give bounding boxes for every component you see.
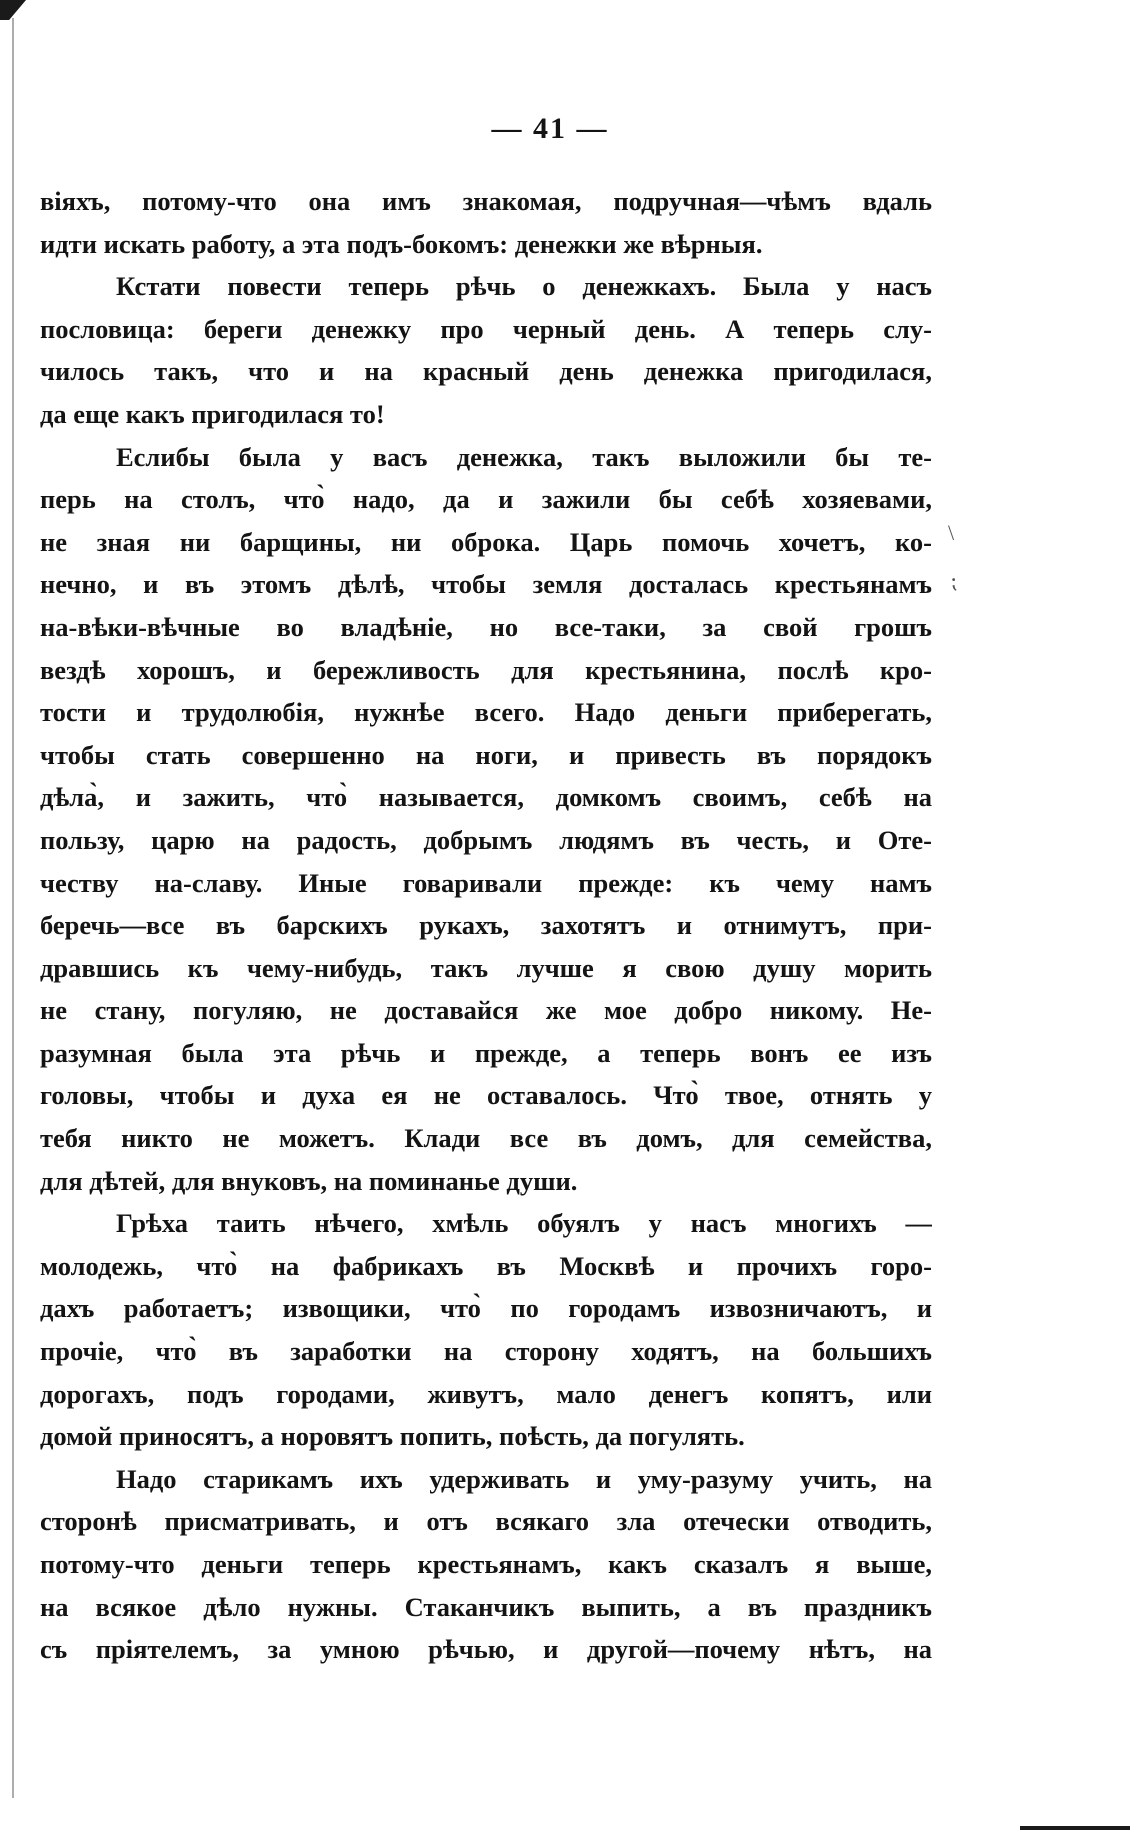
paragraph: [40, 1202, 932, 1458]
text-line: дахъ работаетъ; извощики, что̀ по городамъ извозничаютъ, и: [40, 1293, 932, 1324]
scan-edge-mark-bottom: [1020, 1826, 1130, 1830]
text-line: на-вѣки-вѣчные во владѣніе, но все-таки, за свой грошъ: [40, 611, 932, 642]
text-line: не зная ни барщины, ни оброка. Царь помочь хочетъ, ко-: [40, 526, 932, 557]
text-line: головы, чтобы и духа ея не оставалось. Что̀ твое, отнять у: [40, 1080, 932, 1111]
text-line: Кстати повести теперь рѣчь о денежкахъ. Была у насъ: [116, 271, 932, 302]
paragraph: [40, 180, 932, 265]
text-line: молодежь, что̀ на фабрикахъ въ Москвѣ и прочихъ горо-: [40, 1250, 932, 1281]
text-line: тости и трудолюбія, нужнѣе всего. Надо деньги приберегать,: [40, 697, 932, 728]
text-line: Еслибы была у васъ денежка, такъ выложили бы те-: [116, 441, 932, 472]
text-line: честву на-славу. Иные говаривали прежде: къ чему намъ: [40, 867, 932, 898]
scan-edge-mark: [0, 0, 26, 20]
text-line: нечно, и въ этомъ дѣлѣ, чтобы земля досталась крестьянамъ: [40, 569, 932, 600]
text-line: для дѣтей, для внуковъ, на поминанье души.: [40, 1165, 578, 1196]
margin-mark: ⁏: [950, 568, 958, 593]
paragraph: [40, 1458, 932, 1671]
text-line: съ пріятелемъ, за умною рѣчью, и другой—почему нѣтъ, на: [40, 1634, 932, 1665]
text-line: дравшись къ чему-нибудь, такъ лучше я свою душу морить: [40, 952, 932, 983]
paragraph: [40, 265, 932, 435]
text-line: чилось такъ, что и на красный день денежка пригодилася,: [40, 356, 932, 387]
text-line: на всякое дѣло нужны. Стаканчикъ выпить, а въ праздникъ: [40, 1591, 932, 1622]
text-line: чтобы стать совершенно на ноги, и привесть въ порядокъ: [40, 739, 932, 770]
text-line: вездѣ хорошъ, и бережливость для крестьянина, послѣ кро-: [40, 654, 932, 685]
body-text: [40, 180, 932, 1671]
margin-mark: \: [948, 520, 955, 545]
text-line: пользу, царю на радость, добрымъ людямъ въ честь, и Оте-: [40, 824, 932, 855]
text-line: идти искать работу, а эта подъ-бокомъ: денежки же вѣрныя.: [40, 228, 763, 259]
text-line: пословица: береги денежку про черный день. А теперь слу-: [40, 313, 932, 344]
text-line: потому-что деньги теперь крестьянамъ, какъ сказалъ я выше,: [40, 1549, 932, 1579]
scan-edge-line: [12, 18, 14, 1798]
text-line: беречь—все въ барскихъ рукахъ, захотятъ и отнимутъ, при-: [40, 910, 932, 941]
text-line: віяхъ, потому-что она имъ знакомая, подручная—чѣмъ вдаль: [40, 186, 932, 216]
text-line: разумная была эта рѣчь и прежде, а теперь вонъ ее изъ: [40, 1037, 932, 1068]
text-line: тебя никто не можетъ. Клади все въ домъ, для семейства,: [40, 1123, 932, 1154]
text-line: сторонѣ присматривать, и отъ всякаго зла отечески отводить,: [40, 1506, 932, 1537]
text-line: прочіе, что̀ въ заработки на сторону ходятъ, на большихъ: [40, 1336, 932, 1367]
text-line: да еще какъ пригодилася то!: [40, 398, 385, 429]
text-line: дѣла̀, и зажить, что̀ называется, домкомъ своимъ, себѣ на: [40, 782, 932, 813]
text-line: Надо старикамъ ихъ удерживать и уму-разуму учить, на: [116, 1463, 932, 1494]
text-line: дорогахъ, подъ городами, живутъ, мало денегъ копятъ, или: [40, 1378, 932, 1409]
text-line: домой приносятъ, а норовятъ попить, поѣсть, да погулять.: [40, 1421, 745, 1452]
page-number: — 41 —: [491, 112, 609, 145]
text-line: Грѣха таить нѣчего, хмѣль обуялъ у насъ многихъ —: [116, 1208, 932, 1239]
paragraph: [40, 436, 932, 1203]
text-line: перь на столъ, что̀ надо, да и зажили бы себѣ хозяевами,: [40, 484, 932, 515]
text-line: не стану, погуляю, не доставайся же мое добро никому. Не-: [40, 995, 932, 1026]
